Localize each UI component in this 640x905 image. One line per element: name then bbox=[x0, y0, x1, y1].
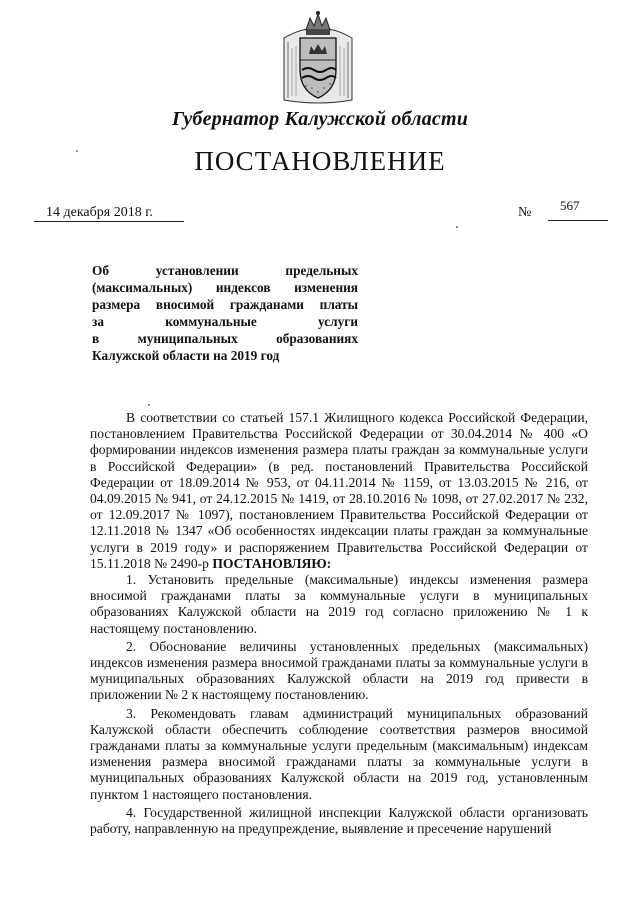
clause-paragraph: 4. Государственной жилищной инспекции Калужской области организовать работу, направленную на предупреждение, выявление и пресечение нарушений bbox=[90, 804, 588, 837]
scan-speck bbox=[76, 150, 78, 152]
scan-speck bbox=[148, 404, 150, 406]
clause-paragraph: 3. Рекомендовать главам администраций муниципальных образований Калужской области обеспечить соблюдение соответствия размеров вносимой гражданами платы за коммунальные услуги предельным (максимальным) индексам изменения размера вносимой гражданами платы за коммунальные услуги в муниципальных образованиях Калужской области на 2019 год, установленным пунктом 1 настоящего постановления. bbox=[90, 705, 588, 802]
document-type-heading: ПОСТАНОВЛЕНИЕ bbox=[194, 146, 446, 176]
number-sign: № bbox=[518, 205, 532, 220]
document-title bbox=[92, 262, 358, 364]
clause-paragraph: 2. Обоснование величины установленных предельных (максимальных) индексов изменения размера вносимой гражданами платы за коммунальные услуги в муниципальных образованиях Калужской области на 2019 год привести в приложении № 2 к настоящему постановлению. bbox=[90, 638, 588, 703]
title-line: в муниципальных образованиях bbox=[92, 331, 358, 346]
title-line: Калужской области на 2019 год bbox=[92, 348, 280, 363]
title-line: Об установлении предельных bbox=[92, 263, 358, 278]
title-line: (максимальных) индексов изменения bbox=[92, 280, 358, 295]
preamble-paragraph bbox=[90, 410, 588, 572]
document-body bbox=[90, 410, 588, 837]
document-date: 14 декабря 2018 г. bbox=[34, 205, 184, 222]
title-line: размера вносимой гражданами платы bbox=[92, 297, 358, 312]
scan-speck bbox=[456, 226, 458, 228]
issuing-authority: Губернатор Калужской области bbox=[171, 108, 469, 130]
document-number: 567 bbox=[560, 198, 580, 213]
decree-word: ПОСТАНОВЛЯЮ: bbox=[212, 555, 332, 571]
title-line: за коммунальные услуги bbox=[92, 314, 358, 329]
preamble-text: В соответствии со статьей 157.1 Жилищного кодекса Российской Федерации, постановлением Правительства Российской Федерации от 30.04.2014 № 400 «О формировании индексов изменения размера платы граждан за коммунальные услуги в Российской Федерации» (в ред. постановлений Правительства Российской Федерации от 18.09.2014 № 953, от 04.11.2014 № 1159, от 13.03.2015 № 216, от 04.09.2015 № 941, от 24.12.2015 № 1419, от 28.10.2016 № 1098, от 27.02.2017 № 232, от 12.09.2017 № 1097), постановлением Правительства Российской Федерации от 12.11.2018 № 1347 «Об особенностях индексации платы граждан за коммунальные услуги в 2019 году» и распоряжением Правительства Российской Федерации от 15.11.2018 № 2490-р bbox=[90, 410, 588, 571]
clause-paragraph: 1. Установить предельные (максимальные) индексы изменения размера вносимой гражданами платы за коммунальные услуги в муниципальных образованиях Калужской области на 2019 год согласно приложению № 1 к настоящему постановлению. bbox=[90, 572, 588, 636]
kaluga-coat-of-arms-icon bbox=[278, 8, 358, 108]
number-underline bbox=[548, 220, 608, 221]
